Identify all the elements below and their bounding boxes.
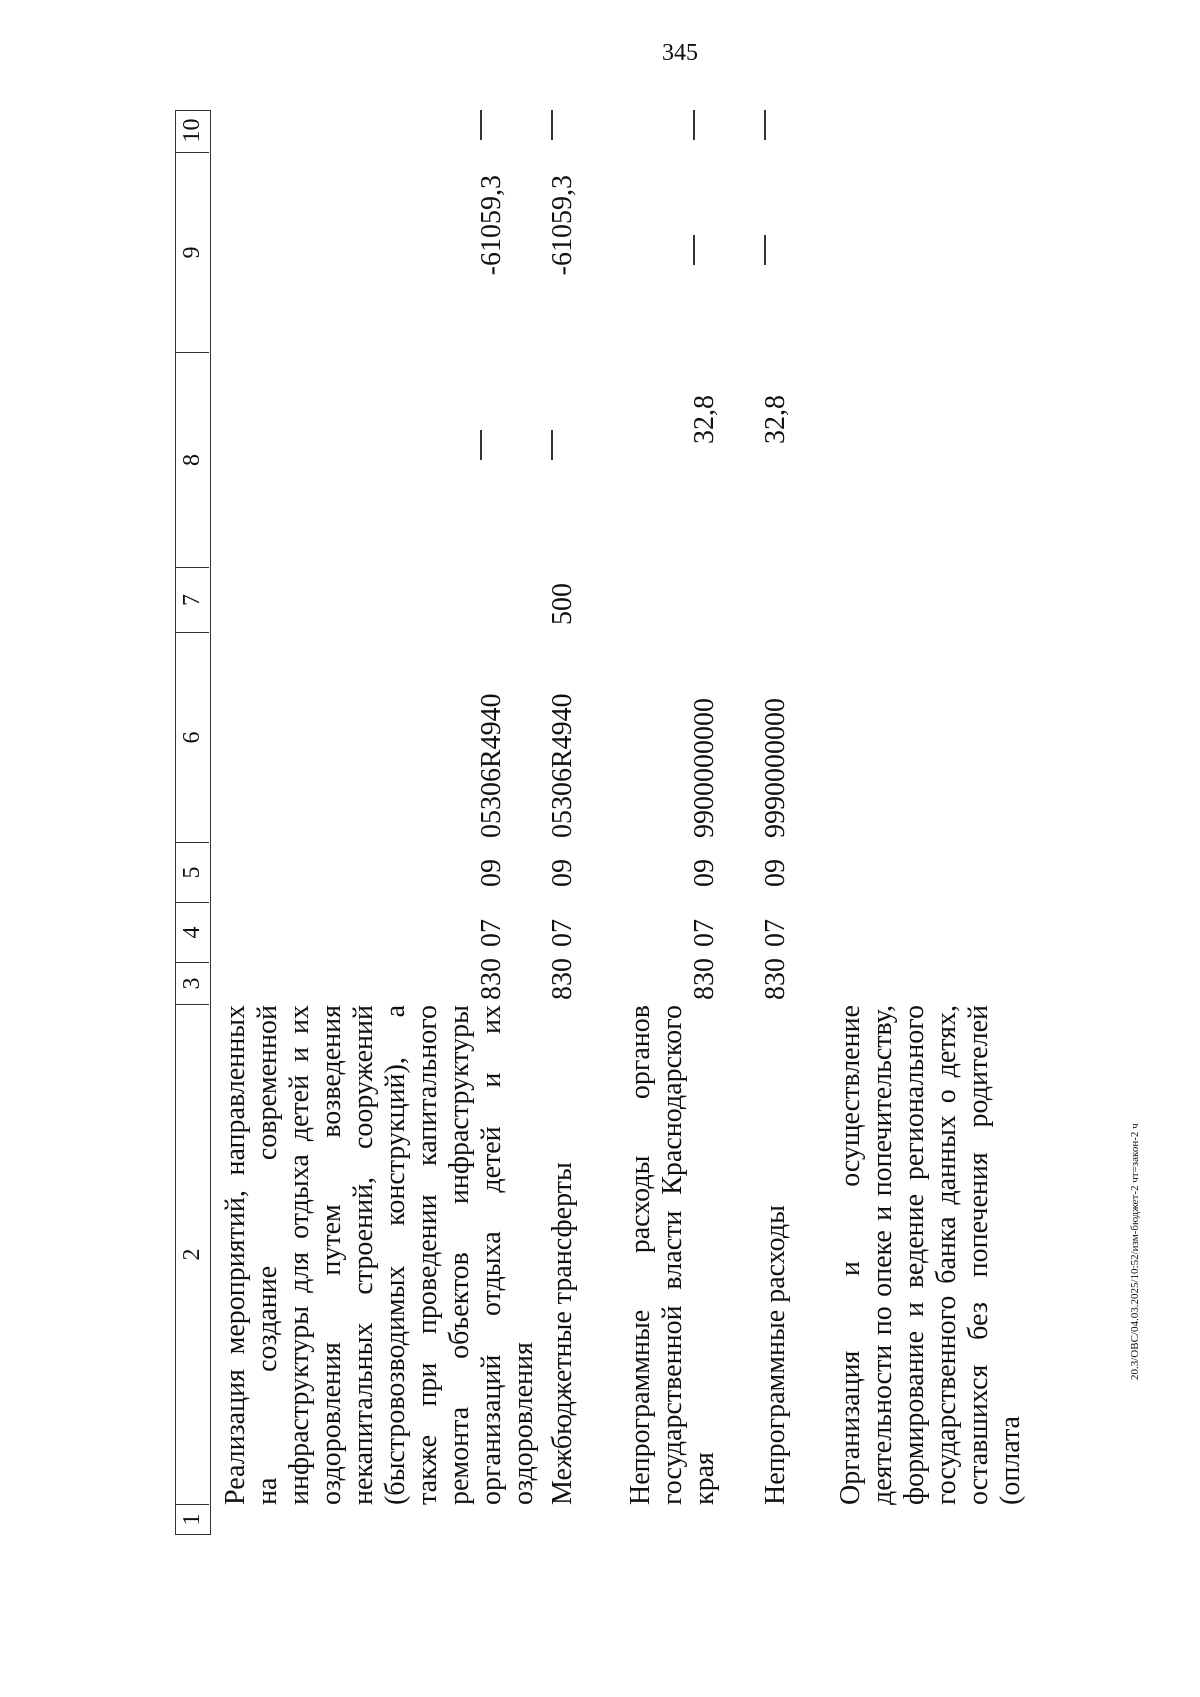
cell-c8: 32,8 — [689, 395, 720, 444]
dash-c10 — [551, 110, 553, 140]
cell-c7: 500 — [547, 583, 578, 625]
cell-c8: 32,8 — [760, 395, 791, 444]
cell-c3: 830 — [689, 958, 720, 1000]
dash-c9 — [693, 235, 695, 265]
dash-c10 — [764, 110, 766, 140]
cell-c9: -61059,3 — [476, 175, 507, 276]
header-col-7: 7 — [176, 567, 209, 632]
cell-c9: -61059,3 — [547, 175, 578, 276]
row-name: Реализация мероприятий, направленных на создание современной инфраструктуры для отдыха детей и их оздоровления путем возведения некапитальных строений, сооружений (быстровозводимых конструкций), а также при проведении капитального ремонта объектов инфраструктуры организаций отдыха детей и их оздоровления — [220, 1005, 539, 1505]
cell-c3: 830 — [476, 958, 507, 1000]
cell-c3: 830 — [547, 958, 578, 1000]
header-col-1: 1 — [176, 1504, 209, 1534]
cell-c5: 09 — [476, 859, 507, 887]
row-name: Межбюджетные трансферты — [547, 1162, 578, 1505]
row-name: Организация и осуществление деятельности по опеке и попечительству, формирование и ведение регионального государственного банка данных о детях, оставшихся без попечения родителей (оплата — [835, 1005, 1026, 1505]
header-col-6: 6 — [176, 632, 209, 842]
cell-c6: 05306R4940 — [476, 693, 507, 838]
budget-table — [175, 110, 1026, 1535]
cell-c5: 09 — [689, 859, 720, 887]
page-number: 345 — [662, 40, 698, 66]
dash-c10 — [693, 110, 695, 140]
header-col-9: 9 — [176, 152, 209, 352]
dash-c8 — [480, 430, 482, 460]
cell-c4: 07 — [476, 919, 507, 947]
table-header — [175, 110, 211, 1535]
dash-c10 — [480, 110, 482, 140]
row-name: Непрограммные расходы органов государственной власти Краснодарского края — [625, 1005, 720, 1505]
header-col-8: 8 — [176, 352, 209, 567]
dash-c9 — [764, 235, 766, 265]
cell-c6: 05306R4940 — [547, 693, 578, 838]
dash-c8 — [551, 430, 553, 460]
cell-c5: 09 — [760, 859, 791, 887]
header-col-4: 4 — [176, 902, 209, 962]
header-col-5: 5 — [176, 842, 209, 902]
cell-c4: 07 — [689, 919, 720, 947]
header-col-2: 2 — [176, 1004, 209, 1504]
cell-c3: 830 — [760, 958, 791, 1000]
cell-c5: 09 — [547, 859, 578, 887]
row-name: Непрограммные расходы — [760, 1205, 791, 1505]
cell-c6: 9900000000 — [689, 698, 720, 838]
cell-c4: 07 — [547, 919, 578, 947]
header-col-3: 3 — [176, 962, 209, 1004]
cell-c6: 9990000000 — [760, 698, 791, 838]
header-col-10: 10 — [179, 118, 205, 143]
cell-c4: 07 — [760, 919, 791, 947]
footer-code: 20.3/ОВС/04.03.2025/10:52/изм-бюджет-2 чт=закон-2 ч — [1129, 1123, 1141, 1380]
